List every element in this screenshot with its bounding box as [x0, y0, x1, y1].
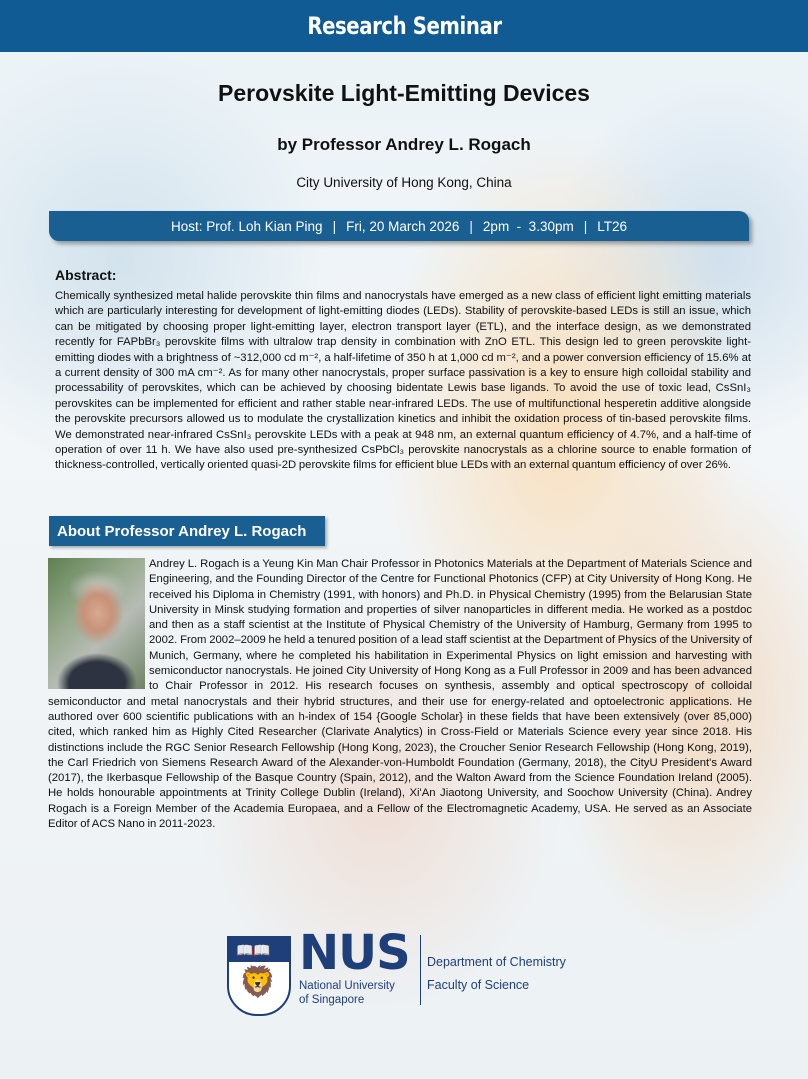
seminar-venue: LT26 [597, 218, 628, 234]
university-name [299, 979, 395, 1007]
logo-divider [420, 935, 421, 1005]
portrait-photo [48, 558, 145, 689]
crest-icon: 📖📖 🦁 [227, 936, 291, 1016]
host-name: Host: Prof. Loh Kian Ping [170, 218, 323, 234]
university-line2: of Singapore [299, 994, 365, 1006]
department-name: Department of Chemistry [427, 955, 566, 969]
seminar-time: 2pm - 3.30pm [482, 218, 574, 234]
nus-logo [227, 925, 577, 1019]
header-bar [0, 0, 808, 52]
talk-title: Perovskite Light-Emitting Devices [218, 80, 590, 106]
speaker-affiliation: City University of Hong Kong, China [296, 175, 512, 190]
speaker-name: by Professor Andrey L. Rogach [277, 135, 531, 154]
separator: | [332, 218, 337, 234]
department-block [427, 951, 566, 997]
bio-text: Andrey L. Rogach is a Yeung Kin Man Chair Professor in Photonics Materials at the Department of Materials Science and Engineering, and the Founding Director of the Centre for Functional Photonics (CFP) at City University of Hong Kong. He received his Diploma in Chemistry (1991, with honors) and Ph.D. in Physical Chemistry (1995) from the Belarusian State University in Minsk studying formation and properties of silver nanoparticles in different media. He worked as a postdoc and then as a staff scientist at the Institute of Physical Chemistry of the University of Hamburg, Germany from 1995 to 2002. From 2002–2009 he held a tenured position of a lead staff scientist at the Department of Physics of the University of Munich, Germany, where he completed his habilitation in Experimental Physics on light emission and harvesting with semiconductor nanocrystals. He joined City University of Hong Kong as a Full Professor in 2009 and has been advanced to Chair Professor in 2012. His research focuses on synthesis, assembly and optical spectroscopy of colloidal semiconductor and metal nanocrystals and their hybrid structures, and their use for energy-related and optoelectronic applications. He authored over 600 scientific publications with an h-index of 154 {Google Scholar} in these fields that have been extensively (over 85,000) cited, which ranked him as Highly Cited Researcher (Clarivate Analytics) in Cross-Field or Materials Science every year since 2018. His distinctions include the RGC Senior Research Fellowship (Hong Kong, 2023), the Croucher Senior Research Fellowship (Hong Kong, 2019), the Carl Friedrich von Siemens Research Award of the Alexander-von-Humboldt Foundation (Germany, 2018), the CityU President's Award (2017), the Ikerbasque Fellowship of the Basque Country (Spain, 2012), and the Walton Award from the Science Foundation Ireland (2005). He holds honourable appointments at Trinity College Dublin (Ireland), Xi'An Jiaotong University, and Soochow University (China). Andrey Rogach is a Foreign Member of the Academia Europaea, and a Fellow of the Electromagnetic Academy, USA. He served as an Associate Editor of ACS Nano in 2011-2023. [48, 558, 752, 831]
about-heading-bar [49, 516, 325, 546]
separator: | [583, 218, 588, 234]
bio-section [48, 557, 752, 832]
host-info-bar [49, 211, 749, 241]
abstract-text: Chemically synthesized metal halide perovskite thin films and nanocrystals have emerged as a new class of efficient light emitting materials which are particularly interesting for development of light-emitting diodes (LEDs). Stability of perovskite-based LEDs is still an issue, which can be mitigated by choosing proper light-emitting layer, electron transport layer (ETL), and the interface design, as we demonstrated recently for FAPbBr₃ perovskite films with ultralow trap density in combination with ZnO ETL. This design led to green perovskite light-emitting diodes with a brightness of ~312,000 cd m⁻², a half-lifetime of 350 h at 1,000 cd m⁻², and a power conversion efficiency of 15.6% at a current density of 300 mA cm⁻². As for many other nanocrystals, proper surface passivation is a key to ensure high colloidal stability and processability of perovskites, which can be achieved by choosing bidentate Lewis base ligands. To avoid the use of toxic lead, CsSnI₃ perovskites can be implemented for efficient and rather stable near-infrared LEDs. The use of multifunctional hesperetin additive alongside the perovskite precursors allowed us to modulate the crystallization kinetics and inhibit the oxidation process of tin-based perovskite films. We demonstrated near-infrared CsSnI₃ perovskite LEDs with a peak at 948 nm, an external quantum efficiency of 4.7%, and a half-time of operation of over 11 h. We have also used pre-synthesized CsPbCl₃ perovskite nanocrystals as a chlorine source to enable formation of thickness-controlled, vertically oriented quasi-2D perovskite films for efficient blue LEDs with an external quantum efficiency of over 26%. [55, 290, 751, 472]
abstract-heading: Abstract: [55, 267, 117, 283]
about-heading: About Professor Andrey L. Rogach [57, 522, 307, 540]
faculty-name: Faculty of Science [427, 978, 530, 992]
university-line1: National University [299, 980, 395, 992]
seminar-date: Fri, 20 March 2026 [346, 218, 460, 234]
nus-wordmark: NUS [299, 925, 410, 981]
separator: | [469, 218, 473, 234]
header-label: Research Seminar [306, 12, 502, 40]
